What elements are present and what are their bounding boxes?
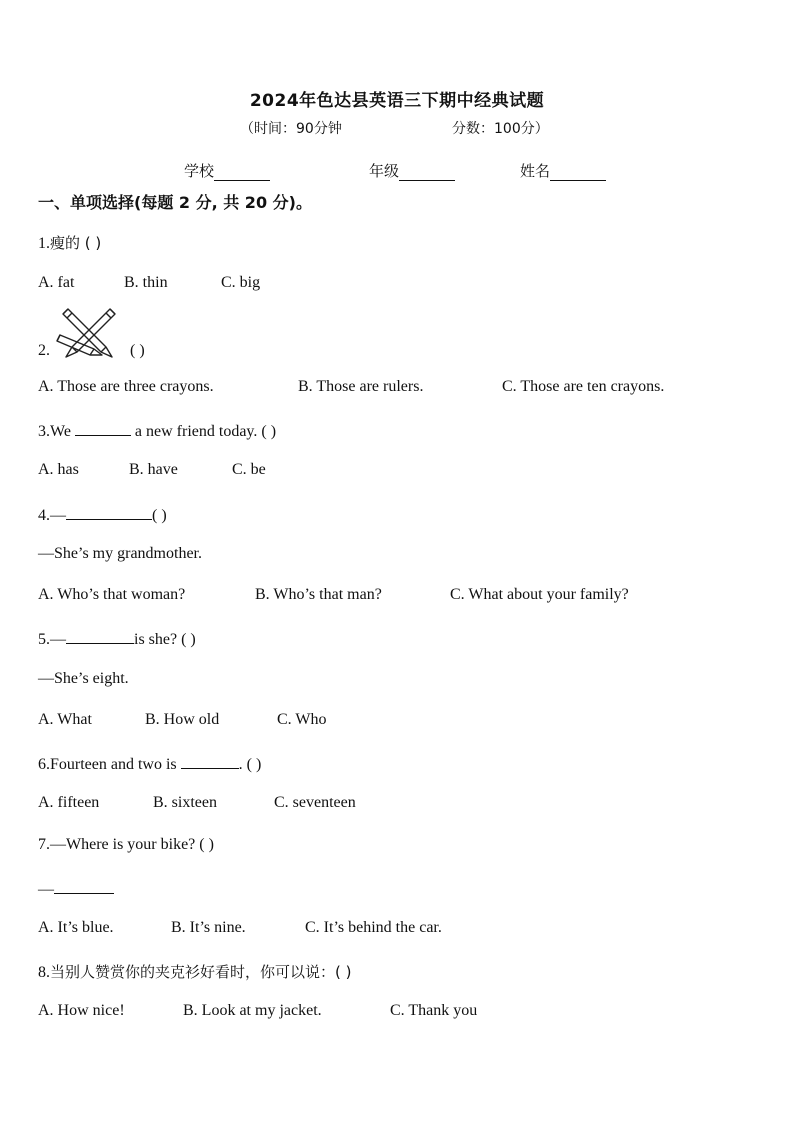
option-a: A. fifteen: [38, 794, 100, 811]
question-stem-start: —: [50, 631, 66, 648]
option-c: C. Thank you: [390, 1002, 478, 1019]
crossed-crayons-icon: [54, 305, 124, 361]
grade-field: [369, 160, 455, 181]
question-stem: 当别人赞赏你的夹克衫好看时，你可以说：( ): [50, 963, 352, 981]
question-number: 2.: [38, 342, 50, 359]
answer-blank: [66, 628, 134, 644]
exam-score: 分数：100分）: [452, 121, 549, 137]
answer-blank: [75, 420, 131, 436]
answer-blank: [54, 878, 114, 894]
option-c: C. What about your family?: [450, 586, 629, 603]
question-3: [38, 420, 276, 441]
question-stem: 瘦的 ( ): [50, 234, 102, 252]
question-stem-end: ( ): [152, 507, 167, 524]
option-a: A. What: [38, 711, 92, 728]
exam-time: （时间：90分钟: [240, 121, 342, 137]
answer-line: [38, 878, 114, 899]
question-2: [38, 342, 50, 360]
grade-blank: [399, 164, 455, 181]
question-number: 1.: [38, 235, 50, 252]
option-b: B. It’s nine.: [171, 919, 246, 936]
option-a: A. fat: [38, 274, 75, 291]
question-number: 6.: [38, 756, 50, 773]
question-6: [38, 753, 261, 774]
section-title: 一、单项选择(每题 2 分, 共 20 分)。: [38, 193, 312, 212]
name-label: 姓名: [520, 162, 551, 180]
question-stem-end: a new friend today. ( ): [130, 423, 277, 440]
option-b: B. Who’s that man?: [255, 586, 382, 603]
question-stem: —Where is your bike? ( ): [50, 836, 214, 853]
option-b: B. How old: [145, 711, 220, 728]
answer-line: —She’s my grandmother.: [38, 545, 202, 562]
question-4: [38, 504, 167, 525]
option-c: C. big: [221, 274, 261, 291]
answer-line: —She’s eight.: [38, 670, 129, 687]
option-b: B. Those are rulers.: [298, 378, 424, 395]
school-blank: [214, 164, 270, 181]
answer-dash: —: [38, 881, 54, 898]
option-c: C. It’s behind the car.: [305, 919, 442, 936]
question-1: [38, 232, 101, 253]
school-label: 学校: [184, 162, 215, 180]
grade-label: 年级: [369, 162, 400, 180]
question-5: [38, 628, 196, 649]
option-b: B. have: [129, 461, 178, 478]
school-field: [184, 160, 270, 181]
question-stem-end: . ( ): [238, 756, 262, 773]
option-a: A. It’s blue.: [38, 919, 114, 936]
question-number: 5.: [38, 631, 50, 648]
option-a: A. Those are three crayons.: [38, 378, 214, 395]
option-a: A. has: [38, 461, 79, 478]
question-8: [38, 961, 351, 982]
option-c: C. seventeen: [274, 794, 356, 811]
question-stem-start: —: [50, 507, 66, 524]
question-number: 8.: [38, 964, 50, 981]
question-2-stem: ( ): [130, 342, 145, 359]
option-c: C. be: [232, 461, 266, 478]
question-number: 4.: [38, 507, 50, 524]
question-number: 3.: [38, 423, 50, 440]
question-number: 7.: [38, 836, 50, 853]
name-blank: [550, 164, 606, 181]
question-stem-start: Fourteen and two is: [50, 756, 181, 773]
option-c: C. Those are ten crayons.: [502, 378, 665, 395]
answer-blank: [181, 753, 239, 769]
option-a: A. Who’s that woman?: [38, 586, 186, 603]
option-b: B. thin: [124, 274, 168, 291]
question-7: [38, 836, 214, 854]
answer-blank: [66, 504, 152, 520]
exam-title: 2024年色达县英语三下期中经典试题: [249, 91, 545, 111]
option-b: B. sixteen: [153, 794, 217, 811]
name-field: [520, 160, 606, 181]
option-b: B. Look at my jacket.: [183, 1002, 322, 1019]
option-c: C. Who: [277, 711, 327, 728]
question-stem-start: We: [50, 423, 75, 440]
question-stem-end: is she? ( ): [134, 631, 196, 648]
option-a: A. How nice!: [38, 1002, 125, 1019]
